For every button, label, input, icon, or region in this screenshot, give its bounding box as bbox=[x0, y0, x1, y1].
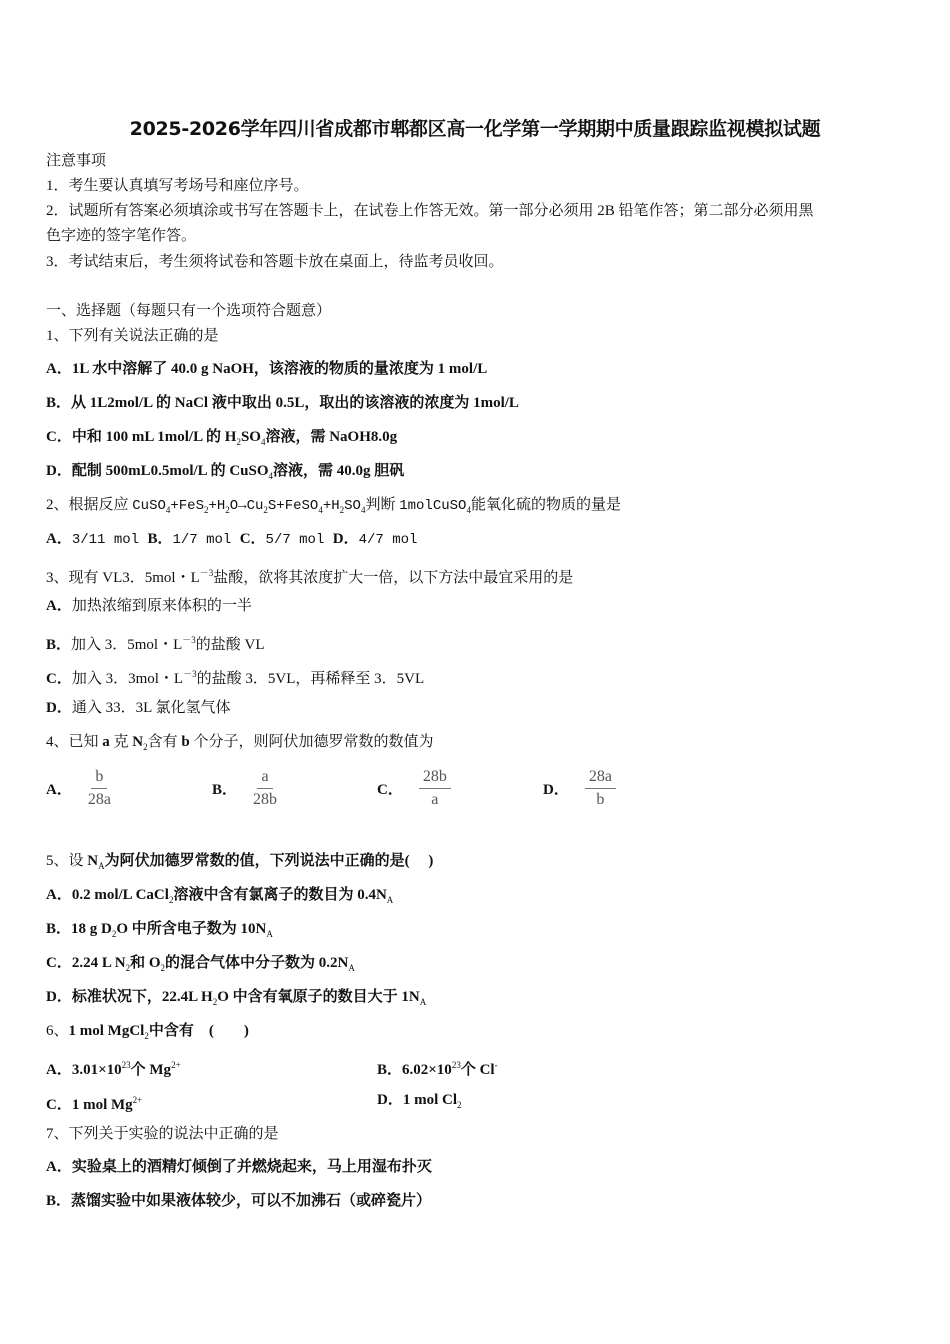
text-segment: 6、 bbox=[46, 1023, 69, 1039]
text-segment: 个 Mg bbox=[130, 1062, 172, 1078]
q4-option-d: D． $\frac{28a}{b}$ bbox=[543, 768, 616, 809]
text-segment: 的盐酸 VL bbox=[195, 637, 265, 653]
fraction: $\frac{b}{28a}$ bbox=[87, 768, 111, 808]
text-segment: 4 bbox=[165, 505, 171, 515]
text-segment: 克 bbox=[109, 734, 133, 750]
text-segment: 4 bbox=[360, 505, 366, 515]
text-line bbox=[46, 301, 331, 321]
text-segment: 个分子，则阿伏加德罗常数的数值为 bbox=[189, 734, 434, 750]
text-line bbox=[46, 1157, 432, 1177]
text-segment: C．2.24 L N bbox=[46, 955, 126, 971]
text-segment: A bbox=[419, 997, 427, 1007]
text-segment: 4、已知 bbox=[46, 734, 103, 750]
text-line bbox=[46, 1055, 181, 1080]
text-line bbox=[46, 393, 519, 413]
text-segment: 1．考生要认真填写考场号和座位序号。 bbox=[46, 178, 309, 194]
text-segment: A bbox=[266, 929, 273, 939]
text-segment: 2 bbox=[203, 505, 209, 515]
text-segment: 含有 bbox=[147, 734, 182, 750]
text-line bbox=[46, 885, 393, 910]
text-segment: A bbox=[98, 861, 105, 871]
text-segment: A bbox=[386, 895, 394, 905]
text-line bbox=[46, 461, 404, 486]
text-segment: D．配制 500mL0.5mol/L 的 CuSO bbox=[46, 463, 269, 479]
text-segment: －3 bbox=[199, 568, 214, 578]
text-segment: B． bbox=[147, 531, 173, 547]
text-line bbox=[46, 664, 424, 689]
text-line bbox=[377, 1055, 498, 1080]
text-segment: SO bbox=[240, 429, 261, 445]
text-segment: 的混合气体中分子数为 0.2N bbox=[165, 955, 349, 971]
text-segment: S+FeSO bbox=[267, 498, 319, 514]
text-segment: －3 bbox=[182, 635, 196, 645]
text-segment: 中含有 ( ) bbox=[148, 1023, 249, 1039]
fraction: $\frac{28a}{b}$ bbox=[585, 768, 616, 809]
fraction: $\frac{28b}{a}$ bbox=[419, 768, 451, 809]
page-title: 2025-2026学年四川省成都市郫都区高一化学第一学期期中质量跟踪监视模拟试题 bbox=[129, 118, 821, 140]
text-segment: A． bbox=[46, 598, 72, 614]
text-line bbox=[46, 987, 426, 1012]
text-line bbox=[46, 176, 309, 196]
text-line bbox=[46, 427, 397, 452]
text-segment: A．0.2 mol/L CaCl bbox=[46, 887, 169, 903]
text-line bbox=[46, 252, 504, 272]
text-segment: 4/7 mol bbox=[358, 532, 418, 548]
text-segment: A．实验桌上的酒精灯倾倒了并燃烧起来，马上用湿布扑灭 bbox=[46, 1159, 432, 1175]
text-segment: 5、设 bbox=[46, 853, 88, 869]
text-line bbox=[46, 1124, 279, 1144]
text-segment: O 中所含电子数为 10N bbox=[116, 921, 267, 937]
text-segment: 溶液，需 40.0g 胆矾 bbox=[273, 463, 405, 479]
text-segment: A． bbox=[46, 531, 72, 547]
text-segment: 个 Cl bbox=[460, 1062, 495, 1078]
text-segment: +FeS bbox=[170, 498, 204, 514]
text-segment: 4 bbox=[268, 471, 274, 481]
text-segment: 1/7 mol bbox=[172, 532, 240, 548]
text-segment: A．3.01×10 bbox=[46, 1062, 122, 1078]
text-line bbox=[46, 226, 196, 246]
text-segment: 3、现有 VL3．5mol・L bbox=[46, 570, 200, 586]
text-segment: 2 bbox=[339, 505, 345, 515]
text-segment: 溶液，需 NaOH8.0g bbox=[265, 429, 398, 445]
text-segment: 注意事项 bbox=[46, 153, 107, 169]
text-segment: －3 bbox=[183, 669, 197, 679]
text-segment: 1molCuSO bbox=[399, 498, 467, 514]
text-line bbox=[46, 201, 814, 221]
text-segment: 溶液中含有氯离子的数目为 0.4N bbox=[173, 887, 387, 903]
text-line bbox=[46, 698, 230, 718]
text-segment: 加热浓缩到原来体积的一半 bbox=[71, 598, 252, 614]
text-segment: B． bbox=[46, 637, 72, 653]
text-line bbox=[46, 1090, 142, 1115]
text-segment: 2+ bbox=[132, 1095, 143, 1105]
text-segment: 5/7 mol bbox=[265, 532, 333, 548]
text-segment: 和 O bbox=[130, 955, 161, 971]
text-segment: C． bbox=[239, 531, 266, 547]
text-segment: 2 bbox=[168, 895, 174, 905]
text-segment: N bbox=[87, 853, 99, 869]
text-segment: a bbox=[102, 734, 110, 750]
text-segment: CuSO bbox=[132, 498, 166, 514]
text-segment: 2 bbox=[111, 929, 117, 939]
text-segment: 判断 bbox=[365, 497, 400, 513]
text-segment: 2、根据反应 bbox=[46, 497, 133, 513]
text-segment: 一、选择题（每题只有一个选项符合题意） bbox=[46, 303, 332, 319]
text-line bbox=[46, 359, 487, 379]
text-segment: b bbox=[181, 734, 190, 750]
text-segment: 加入 3．5mol・L bbox=[71, 637, 183, 653]
text-segment: 能氧化硫的物质的量是 bbox=[470, 497, 621, 513]
text-line bbox=[46, 953, 355, 978]
text-line bbox=[46, 1021, 249, 1046]
text-segment: 4 bbox=[466, 505, 471, 515]
q4-option-c: C． $\frac{28b}{a}$ bbox=[377, 768, 451, 809]
text-segment: O 中含有氧原子的数目大于 1N bbox=[217, 989, 420, 1005]
text-segment: D．1 mol Cl bbox=[377, 1092, 457, 1108]
text-line bbox=[377, 1090, 462, 1115]
text-segment: 1 mol MgCl bbox=[68, 1023, 145, 1039]
text-segment: B．从 1L2mol/L 的 NaCl 液中取出 0.5L，取出的该溶液的浓度为 1mol/L bbox=[46, 395, 519, 411]
text-segment: 的盐酸 3．5VL，再稀释至 3．5VL bbox=[196, 671, 425, 687]
text-line bbox=[46, 732, 434, 757]
text-segment: B．6.02×10 bbox=[377, 1062, 452, 1078]
text-segment: O→Cu bbox=[229, 498, 264, 514]
text-segment: 2 bbox=[143, 742, 148, 752]
text-line bbox=[46, 1191, 431, 1211]
text-segment: 4 bbox=[318, 505, 323, 515]
text-segment: C． bbox=[46, 671, 72, 687]
text-segment: +H bbox=[322, 498, 340, 514]
text-segment: 加入 3．3mol・L bbox=[71, 671, 184, 687]
text-segment: 2 bbox=[144, 1031, 149, 1041]
text-line bbox=[46, 919, 273, 944]
text-segment: 盐酸，欲将其浓度扩大一倍，以下方法中最宜采用的是 bbox=[213, 570, 574, 586]
text-segment: 为阿伏加德罗常数的值，下列说法中正确的是( ) bbox=[104, 853, 434, 869]
text-segment: C．1 mol Mg bbox=[46, 1097, 133, 1113]
text-segment: SO bbox=[344, 498, 361, 514]
text-segment: A bbox=[348, 963, 355, 973]
text-segment: 23 bbox=[451, 1060, 461, 1070]
text-segment: 2 bbox=[236, 437, 241, 447]
text-line bbox=[46, 851, 433, 876]
text-line bbox=[46, 529, 417, 550]
text-line bbox=[46, 596, 252, 616]
text-segment: 2 bbox=[225, 505, 230, 515]
text-segment: 4 bbox=[260, 437, 266, 447]
text-segment: 3．考试结束后，考生须将试卷和答题卡放在桌面上，待监考员收回。 bbox=[46, 254, 504, 270]
text-segment: 2 bbox=[125, 963, 131, 973]
fraction: $\frac{a}{28b}$ bbox=[253, 768, 278, 808]
text-segment: 7、下列关于实验的说法中正确的是 bbox=[46, 1126, 279, 1142]
text-segment: 3/11 mol bbox=[71, 532, 148, 548]
text-segment: 23 bbox=[121, 1060, 131, 1070]
text-segment: D． bbox=[46, 700, 72, 716]
text-line bbox=[46, 563, 573, 588]
text-segment: D．标准状况下，22.4L H bbox=[46, 989, 213, 1005]
text-segment: D． bbox=[332, 531, 359, 547]
text-segment: 2 bbox=[212, 997, 218, 1007]
text-segment: 2 bbox=[160, 963, 166, 973]
text-line bbox=[46, 326, 219, 346]
text-segment: 2 bbox=[263, 505, 268, 515]
text-segment: C．中和 100 mL 1mol/L 的 H bbox=[46, 429, 237, 445]
text-segment: B．蒸馏实验中如果液体较少，可以不加沸石（或碎瓷片） bbox=[46, 1193, 432, 1209]
text-segment: A．1L 水中溶解了 40.0 g NaOH，该溶液的物质的量浓度为 1 mol/L bbox=[46, 361, 488, 377]
text-segment: - bbox=[494, 1060, 498, 1070]
text-segment: 通入 33．3L 氯化氢气体 bbox=[71, 700, 231, 716]
text-segment: 2．试题所有答案必须填涂或书写在答题卡上，在试卷上作答无效。第一部分必须用 2B 铅笔作答；第二部分必须用黑 bbox=[46, 203, 814, 219]
text-segment: B．18 g D bbox=[46, 921, 112, 937]
text-segment: 色字迹的签字笔作答。 bbox=[46, 228, 197, 244]
text-segment: +H bbox=[208, 498, 226, 514]
text-segment: 1、下列有关说法正确的是 bbox=[46, 328, 219, 344]
q4-option-b: B． $\frac{a}{28b}$ bbox=[212, 768, 278, 808]
text-segment: 2 bbox=[457, 1100, 462, 1110]
text-line bbox=[46, 630, 265, 655]
text-segment: 2+ bbox=[171, 1060, 181, 1070]
text-line bbox=[46, 495, 621, 520]
q4-option-a: A． $\frac{b}{28a}$ bbox=[46, 768, 111, 808]
text-segment: N bbox=[132, 734, 144, 750]
text-line bbox=[46, 151, 106, 171]
